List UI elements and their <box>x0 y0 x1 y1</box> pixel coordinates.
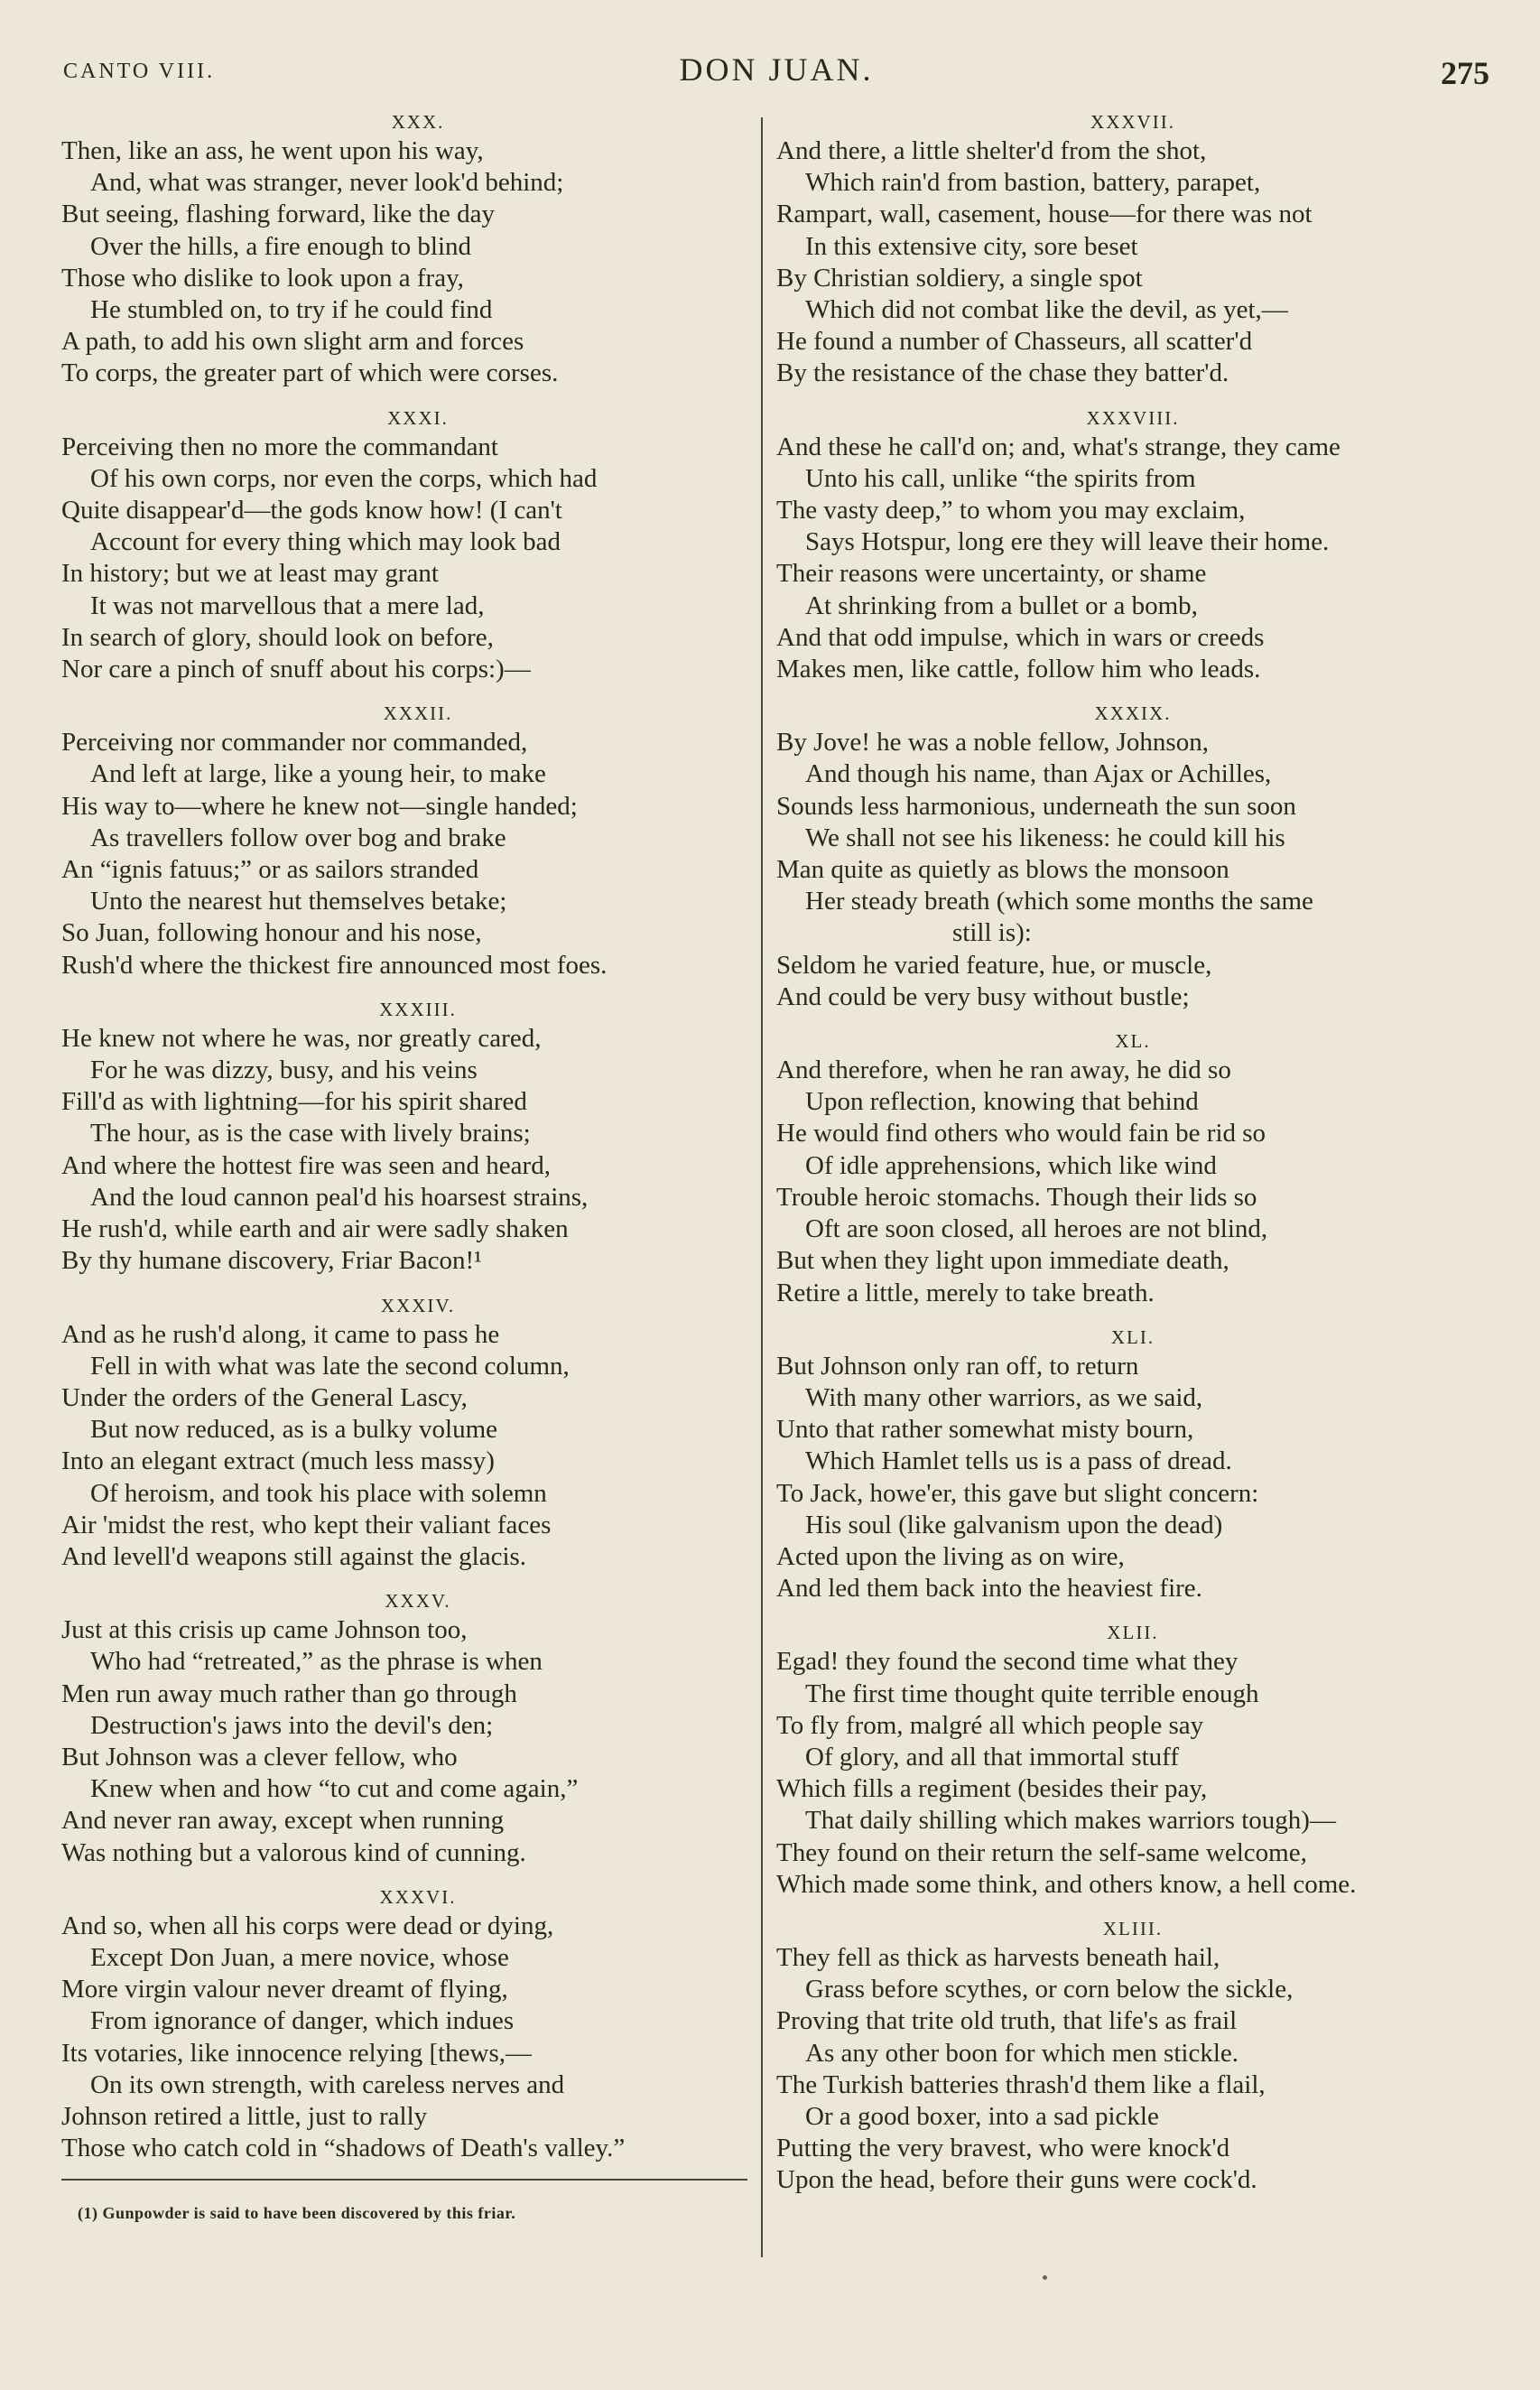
verse-line: By the resistance of the chase they batter'd. <box>776 358 1229 388</box>
verse-line: But when they light upon immediate death, <box>776 1246 1229 1276</box>
verse-line: To fly from, malgré all which people say <box>776 1710 1204 1740</box>
verse-line: By Jove! he was a noble fellow, Johnson, <box>776 728 1209 758</box>
verse-line: And so, when all his corps were dead or dying, <box>61 1911 554 1940</box>
verse-line: still is): <box>952 918 1032 948</box>
verse-line: Oft are soon closed, all heroes are not blind, <box>805 1214 1268 1244</box>
verse-line: And the loud cannon peal'd his hoarsest strains, <box>90 1182 589 1212</box>
verse-line: Destruction's jaws into the devil's den; <box>90 1710 494 1740</box>
verse-line: And led them back into the heaviest fire. <box>776 1574 1202 1604</box>
verse-line: Its votaries, like innocence relying [thews,— <box>61 2038 533 2068</box>
verse-line: By thy humane discovery, Friar Bacon!¹ <box>61 1246 482 1276</box>
verse-line: In history; but we at least may grant <box>61 559 439 589</box>
verse-line: And these he call'd on; and, what's strange, they came <box>776 432 1341 461</box>
canto-label: CANTO VIII. <box>63 60 216 83</box>
stanza <box>776 1028 1489 1309</box>
verse-line: Except Don Juan, a mere novice, whose <box>90 1942 509 1972</box>
verse-line: In this extensive city, sore beset <box>805 231 1138 261</box>
verse-line: In search of glory, should look on before, <box>61 622 494 652</box>
verse-line: His way to—where he knew not—single handed; <box>61 791 578 821</box>
verse-line: Under the orders of the General Lascy, <box>61 1382 468 1412</box>
verse-line: Of glory, and all that immortal stuff <box>805 1742 1179 1772</box>
verse-line: But now reduced, as is a bulky volume <box>90 1415 498 1445</box>
verse-line: Of heroism, and took his place with solemn <box>90 1478 547 1508</box>
verse-line: Makes men, like cattle, follow him who leads. <box>776 655 1261 684</box>
verse-line: Which did not combat like the devil, as yet,— <box>805 295 1288 325</box>
page-number: 275 <box>1441 55 1489 91</box>
verse-line: Unto the nearest hut themselves betake; <box>90 887 507 916</box>
verse-line: From ignorance of danger, which indues <box>90 2006 515 2036</box>
verse-line: The first time thought quite terrible enough <box>805 1679 1259 1708</box>
stanza-numeral: XXXV. <box>385 1590 451 1613</box>
verse-line: They found on their return the self-same welcome, <box>776 1837 1307 1867</box>
verse-line: And left at large, like a young heir, to make <box>90 759 546 789</box>
stanza-numeral: XXXIII. <box>379 998 457 1020</box>
verse-line: Was nothing but a valorous kind of cunning. <box>61 1837 526 1867</box>
verse-line: Then, like an ass, he went upon his way, <box>61 136 484 165</box>
stanza-numeral: XLIII. <box>1102 1917 1164 1939</box>
verse-line: The vasty deep,” to whom you may exclaim, <box>776 496 1246 525</box>
stanza <box>61 1292 775 1574</box>
stanza <box>776 1619 1489 1901</box>
stanza <box>776 1915 1489 2197</box>
verse-line: Man quite as quietly as blows the monsoon <box>776 855 1229 885</box>
verse-line: Rampart, wall, casement, house—for there was not <box>776 200 1313 229</box>
verse-line: A path, to add his own slight arm and forces <box>61 327 524 357</box>
verse-line: They fell as thick as harvests beneath hail, <box>776 1942 1220 1972</box>
verse-line: On its own strength, with careless nerves and <box>90 2069 565 2099</box>
paper-speck <box>1043 2275 1047 2280</box>
verse-line: He stumbled on, to try if he could find <box>90 295 493 325</box>
verse-line: By Christian soldiery, a single spot <box>776 263 1143 293</box>
verse-line: And never ran away, except when running <box>61 1806 505 1836</box>
verse-line: And could be very busy without bustle; <box>776 981 1190 1011</box>
verse-line: Upon reflection, knowing that behind <box>805 1087 1199 1117</box>
verse-line: But seeing, flashing forward, like the day <box>61 200 495 229</box>
verse-line: Unto that rather somewhat misty bourn, <box>776 1415 1194 1445</box>
verse-line: Which fills a regiment (besides their pay, <box>776 1774 1208 1804</box>
stanza <box>61 108 775 390</box>
verse-line: Just at this crisis up came Johnson too, <box>61 1615 468 1645</box>
verse-line: He would find others who would fain be rid so <box>776 1119 1266 1149</box>
verse-line: As travellers follow over bog and brake <box>90 823 506 852</box>
footnote: (1) Gunpowder is said to have been discovered by this friar. <box>78 2204 516 2223</box>
verse-line: Who had “retreated,” as the phrase is when <box>90 1647 543 1677</box>
verse-line: Trouble heroic stomachs. Though their lids so <box>776 1182 1257 1212</box>
verse-line: Which Hamlet tells us is a pass of dread. <box>805 1446 1232 1476</box>
verse-line: Fill'd as with lightning—for his spirit shared <box>61 1087 527 1117</box>
verse-line: But Johnson was a clever fellow, who <box>61 1742 458 1772</box>
verse-line: And where the hottest fire was seen and heard, <box>61 1150 551 1180</box>
verse-line: And as he rush'd along, it came to pass he <box>61 1319 500 1349</box>
verse-line: Knew when and how “to cut and come again,” <box>90 1774 579 1804</box>
verse-line: He rush'd, while earth and air were sadly shaken <box>61 1214 569 1244</box>
verse-line: To Jack, howe'er, this gave but slight concern: <box>776 1478 1259 1508</box>
stanza <box>61 1587 775 1869</box>
verse-line: That daily shilling which makes warriors tough)— <box>805 1806 1336 1836</box>
verse-line: The Turkish batteries thrash'd them like a flail, <box>776 2069 1266 2099</box>
verse-line: Fell in with what was late the second column, <box>90 1351 570 1381</box>
verse-line: Those who catch cold in “shadows of Death's valley.” <box>61 2134 626 2163</box>
verse-line: Acted upon the living as on wire, <box>776 1541 1125 1571</box>
verse-line: We shall not see his likeness: he could kill his <box>805 823 1285 852</box>
verse-line: But Johnson only ran off, to return <box>776 1351 1139 1381</box>
verse-line: Over the hills, a fire enough to blind <box>90 231 472 261</box>
right-column <box>776 108 1489 2211</box>
verse-line: And that odd impulse, which in wars or creeds <box>776 622 1265 652</box>
running-title: DON JUAN. <box>679 51 874 88</box>
stanza-numeral: XLII. <box>1107 1622 1159 1644</box>
stanza-numeral: XLI. <box>1110 1325 1155 1348</box>
verse-line: Which rain'd from bastion, battery, parapet, <box>805 168 1261 198</box>
verse-line: And levell'd weapons still against the glacis. <box>61 1541 527 1571</box>
stanza-numeral: XL. <box>1115 1030 1151 1053</box>
verse-line: Account for every thing which may look bad <box>90 527 561 557</box>
stanza <box>61 700 775 981</box>
verse-line: Or a good boxer, into a sad pickle <box>805 2101 1159 2131</box>
verse-line: Proving that trite old truth, that life's as frail <box>776 2006 1238 2036</box>
running-header <box>63 47 1489 110</box>
verse-line: His soul (like galvanism upon the dead) <box>805 1510 1223 1539</box>
verse-line: More virgin valour never dreamt of flying, <box>61 1975 508 2004</box>
verse-line: Perceiving nor commander nor commanded, <box>61 728 528 758</box>
verse-line: Unto his call, unlike “the spirits from <box>805 463 1196 493</box>
verse-line: At shrinking from a bullet or a bomb, <box>805 591 1198 620</box>
stanza-numeral: XXXVIII. <box>1086 406 1180 429</box>
stanza <box>61 405 775 686</box>
stanza-numeral: XXX. <box>391 111 445 133</box>
verse-line: As any other boon for which men stickle. <box>805 2038 1239 2068</box>
verse-line: Those who dislike to look upon a fray, <box>61 263 464 293</box>
stanza-numeral: XXXII. <box>383 702 453 725</box>
verse-line: And there, a little shelter'd from the shot, <box>776 136 1207 165</box>
verse-line: It was not marvellous that a mere lad, <box>90 591 485 620</box>
verse-line: Perceiving then no more the commandant <box>61 432 498 461</box>
verse-line: Nor care a pinch of snuff about his corps:)— <box>61 655 531 684</box>
stanza <box>776 108 1489 390</box>
verse-line: Rush'd where the thickest fire announced most foes. <box>61 950 608 980</box>
verse-line: He knew not where he was, nor greatly cared, <box>61 1023 542 1053</box>
column-divider <box>761 117 763 2257</box>
verse-line: Johnson retired a little, just to rally <box>61 2101 428 2131</box>
stanza <box>776 700 1489 1013</box>
footnote-rule <box>61 2179 747 2181</box>
verse-line: And, what was stranger, never look'd behind; <box>90 168 564 198</box>
verse-line: Seldom he varied feature, hue, or muscle, <box>776 950 1212 980</box>
verse-line: Upon the head, before their guns were cock'd. <box>776 2165 1257 2195</box>
verse-line: To corps, the greater part of which were corses. <box>61 358 559 388</box>
verse-line: Quite disappear'd—the gods know how! (I can't <box>61 496 562 525</box>
verse-line: Retire a little, merely to take breath. <box>776 1278 1155 1307</box>
verse-line: Their reasons were uncertainty, or shame <box>776 559 1207 589</box>
verse-line: He found a number of Chasseurs, all scatter'd <box>776 327 1253 357</box>
stanza <box>776 1324 1489 1605</box>
verse-line: Men run away much rather than go through <box>61 1679 517 1708</box>
left-column <box>61 108 775 2223</box>
verse-line: The hour, as is the case with lively brains; <box>90 1119 531 1149</box>
verse-line: Air 'midst the rest, who kept their valiant faces <box>61 1510 552 1539</box>
verse-line: Egad! they found the second time what they <box>776 1647 1238 1677</box>
verse-line: Grass before scythes, or corn below the sickle, <box>805 1975 1294 2004</box>
stanza <box>776 405 1489 686</box>
stanza <box>61 1883 775 2165</box>
verse-line: Sounds less harmonious, underneath the sun soon <box>776 791 1296 821</box>
stanza-numeral: XXXVI. <box>379 1885 457 1908</box>
verse-line: Which made some think, and others know, a hell come. <box>776 1869 1357 1899</box>
stanza-numeral: XXXIX. <box>1094 702 1172 725</box>
verse-line: Into an elegant extract (much less massy) <box>61 1446 495 1476</box>
verse-line: An “ignis fatuus;” or as sailors stranded <box>61 855 479 885</box>
verse-line: And therefore, when he ran away, he did so <box>776 1056 1231 1085</box>
verse-line: Of idle apprehensions, which like wind <box>805 1150 1217 1180</box>
verse-line: Says Hotspur, long ere they will leave their home. <box>805 527 1330 557</box>
stanza-numeral: XXXVII. <box>1090 111 1175 133</box>
verse-line: Of his own corps, nor even the corps, which had <box>90 463 598 493</box>
stanza-numeral: XXXIV. <box>380 1294 456 1316</box>
verse-line: And though his name, than Ajax or Achilles, <box>805 759 1272 789</box>
verse-line: Her steady breath (which some months the same <box>805 887 1313 916</box>
verse-line: With many other warriors, as we said, <box>805 1382 1203 1412</box>
verse-line: Putting the very bravest, who were knock'd <box>776 2134 1230 2163</box>
stanza <box>61 996 775 1278</box>
stanza-numeral: XXXI. <box>387 406 449 429</box>
verse-line: For he was dizzy, busy, and his veins <box>90 1056 478 1085</box>
verse-line: So Juan, following honour and his nose, <box>61 918 482 948</box>
